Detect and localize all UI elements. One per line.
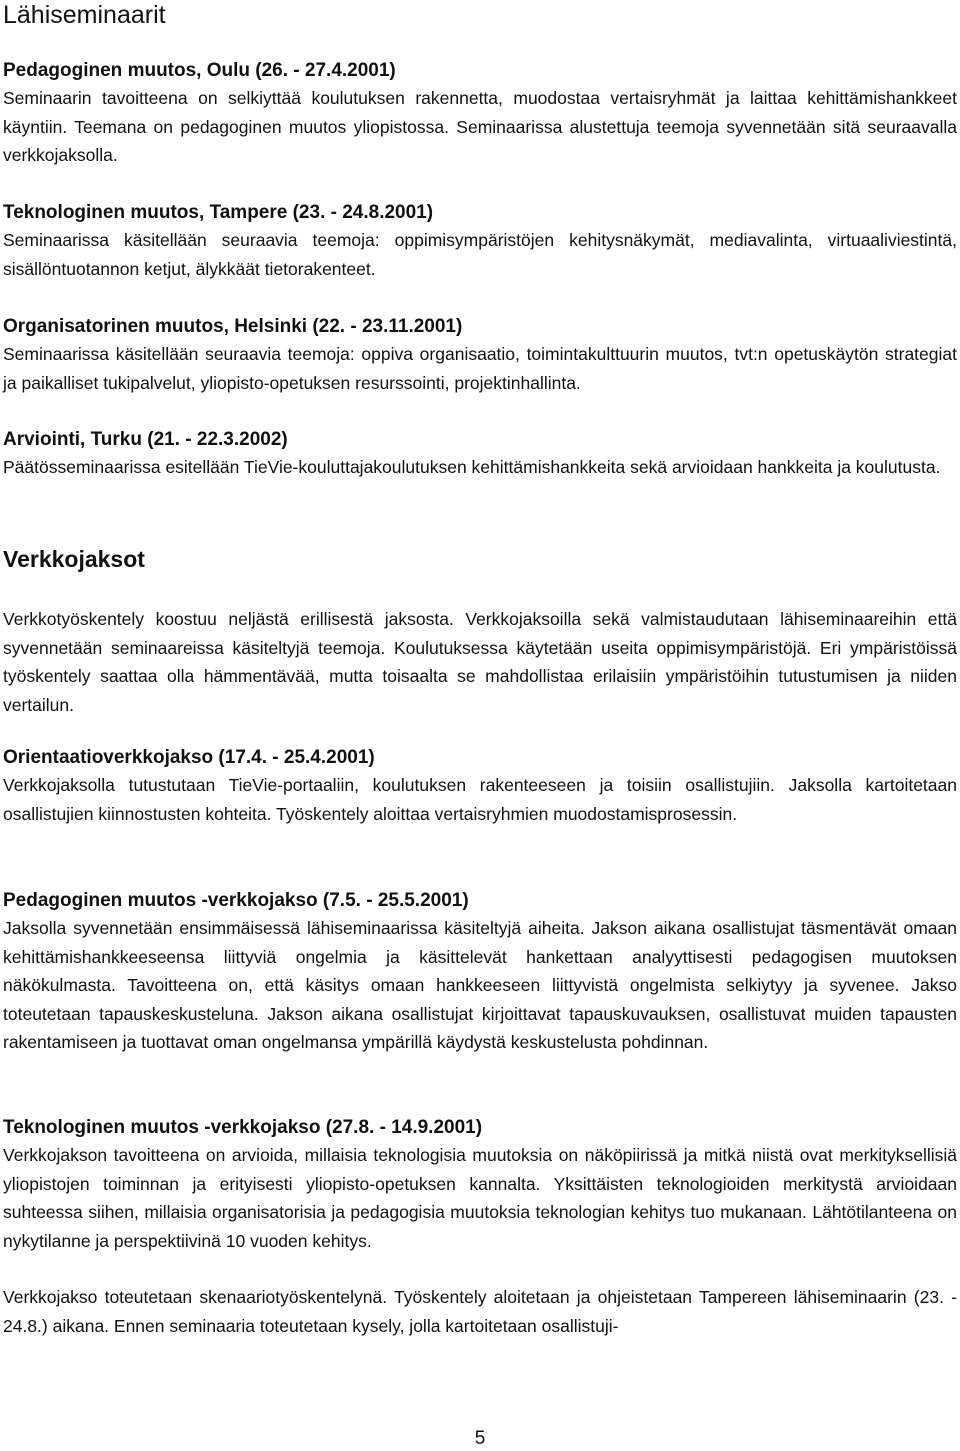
seminar-heading: Arviointi, Turku (21. - 22.3.2002)	[3, 429, 288, 450]
seminar-heading: Teknologinen muutos, Tampere (23. - 24.8.2001)	[3, 202, 434, 223]
module-heading: Teknologinen muutos -verkkojakso (27.8. - 14.9.2001)	[3, 1117, 483, 1138]
module-heading: Pedagoginen muutos -verkkojakso (7.5. - 25.5.2001)	[3, 890, 469, 911]
module-heading: Orientaatioverkkojakso (17.4. - 25.4.2001)	[3, 747, 375, 768]
module-text: Verkkojakson tavoitteena on arvioida, millaisia teknologisia muutoksia on näköpiirissä ja mitkä niistä ovat merkityksellisiä yliopistojen toiminnan ja erityisesti yliopisto-opetuksen kannalta. Yksittäisten teknologioiden merkitystä arvioidaan suhteessa siihen, millaisia organisatorisia ja pedagogisia muutoksia teknologian kehitys tuo mukanaan. Lähtötilanteena on nykytilanne ja perspektiivinä 10 vuoden kehitys.	[3, 1145, 957, 1251]
seminar-turku	[3, 427, 957, 482]
intro-text: Verkkotyöskentely koostuu neljästä erillisestä jaksosta. Verkkojaksoilla sekä valmistaudutaan lähiseminaareihin että syvennetään seminaareissa käsiteltyjä teemoja. Koulutuksessa käytetään useita oppimisympäristöjä. Eri ympäristöissä työskentely saattaa olla hämmentävää, mutta toisaalta se mahdollistaa erilaisiin ympäristöihin tutustumisen ja niiden vertailun.	[3, 609, 957, 715]
module-text: Jaksolla syvennetään ensimmäisessä lähiseminaarissa käsiteltyjä aiheita. Jakson aikana osallistujat täsmentävät omaan kehittämishankkeeseensa liittyviä ongelmia ja käsittelevät hankettaan analyyttisesti pedagogisen muutoksen näkökulmasta. Tavoitteena on, että käsitys omaan hankkeeseen liittyvistä ongelmista selkiytyy ja syvenee. Jakso toteutetaan tapauskeskusteluna. Jakson aikana osallistujat kirjoittavat tapauskuvauksen, osallistuvat muiden tapausten rakentamiseen ja tuottavat oman ongelmansa ympärillä käydystä keskustelusta pohdinnan.	[3, 918, 957, 1052]
seminar-text: Seminaarissa käsitellään seuraavia teemoja: oppimisympäristöjen kehitysnäkymät, mediavalinta, virtuaaliviestintä, sisällöntuotannon ketjut, älykkäät tietorakenteet.	[3, 230, 957, 279]
section-title-verkkojaksot: Verkkojaksot	[3, 546, 145, 572]
seminar-text: Seminaarissa käsitellään seuraavia teemoja: oppiva organisaatio, toimintakulttuurin muutos, tvt:n opetuskäytön strategiat ja paikalliset tukipalvelut, yliopisto-opetuksen resurssointi, projektinhallinta.	[3, 344, 957, 393]
seminar-text: Seminaarin tavoitteena on selkiyttää koulutuksen rakennetta, muodostaa vertaisryhmät ja laittaa kehittämishankkeet käyntiin. Teemana on pedagoginen muutos yliopistossa. Seminaarissa alustettuja teemoja syvennetään sitä seuraavalla verkkojaksolla.	[3, 88, 957, 165]
seminar-heading: Organisatorinen muutos, Helsinki (22. - 23.11.2001)	[3, 316, 463, 337]
page-title: Lähiseminaarit	[3, 1, 166, 29]
seminar-tampere	[3, 200, 957, 283]
seminar-heading: Pedagoginen muutos, Oulu (26. - 27.4.2001)	[3, 60, 396, 81]
module-technological	[3, 1115, 957, 1340]
seminar-oulu	[3, 58, 957, 170]
module-pedagogical	[3, 888, 957, 1057]
module-text: Verkkojaksolla tutustutaan TieVie-portaaliin, koulutuksen rakenteeseen ja toisiin osallistujiin. Jaksolla kartoitetaan osallistujien kiinnostusten kohteita. Työskentely aloittaa vertaisryhmien muodostamisprosessin.	[3, 775, 957, 824]
section-intro	[3, 605, 957, 719]
seminar-text: Päätösseminaarissa esitellään TieVie-kouluttajakoulutuksen kehittämishankkeita sekä arvioidaan hankkeita ja koulutusta.	[3, 457, 941, 477]
page-number: 5	[474, 1428, 486, 1449]
seminar-helsinki	[3, 314, 957, 397]
module-text-continued: Verkkojakso toteutetaan skenaariotyöskentelynä. Työskentely aloitetaan ja ohjeistetaan Tampereen lähiseminaarin (23. - 24.8.) aikana. Ennen seminaaria toteutetaan kysely, jolla kartoitetaan osallistuji-	[3, 1287, 957, 1336]
module-orientation	[3, 745, 957, 828]
